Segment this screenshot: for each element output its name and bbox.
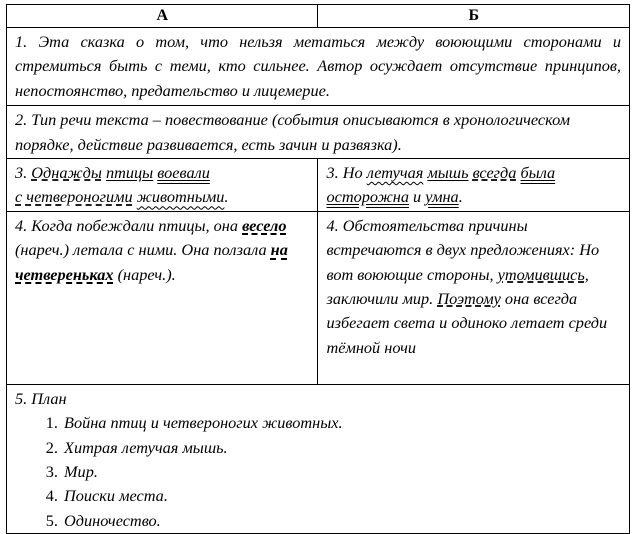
plan-title: 5. План <box>15 388 67 408</box>
analysis-table <box>6 4 630 534</box>
row-3-a-attribute: животными <box>136 187 225 207</box>
row-4-a-text-1: 4. Когда побеждали птицы, она <box>15 215 243 235</box>
row-3-a-end: . <box>224 187 229 207</box>
row-3-a-subject: птицы <box>105 163 154 183</box>
row-3-b-and: и <box>408 187 426 207</box>
row-4-a-adverb-1: весело <box>242 215 287 235</box>
header-row <box>7 5 630 28</box>
row-3-a-predicate: воевали <box>157 163 210 183</box>
row-3-b-subject: мышь <box>427 163 469 183</box>
row-3-a-object: с четвероногими <box>15 187 133 207</box>
row-4-col-b <box>318 211 630 384</box>
row-4-b-adverbial-2: Поэтому <box>437 289 501 309</box>
plan-item: 1. Война птиц и четвероногих животных. <box>62 411 621 435</box>
row-4-a-text-3: (нареч.). <box>113 264 176 284</box>
row-3-b-adverb: всегда <box>472 163 517 183</box>
plan-item: 3. Мир. <box>62 460 621 484</box>
row-3-b-predicate-1: была <box>520 163 556 183</box>
row-3-b-predicate-2: осторожна <box>326 187 409 207</box>
row-3-b-attribute: летучая <box>366 163 424 183</box>
plan-item: 5. Одиночество. <box>62 509 621 533</box>
row-3-a-num: 3. <box>15 163 32 183</box>
row-2 <box>7 106 630 159</box>
row-3 <box>7 159 630 212</box>
row-3-b-num: 3. Но <box>326 163 367 183</box>
row-3-col-b <box>318 159 630 212</box>
plan-item: 4. Поиски места. <box>62 484 621 508</box>
row-4 <box>7 211 630 384</box>
row-3-b-predicate-3: умна <box>425 187 459 207</box>
plan-list <box>15 411 621 533</box>
header-col-a: А <box>7 5 318 28</box>
row-3-col-a <box>7 159 318 212</box>
row-4-b-adverbial-1: утомившись <box>497 264 585 284</box>
row-4-col-a <box>7 211 318 384</box>
row-4-b-text-3: она всегда избегает света и одиноко летает среди тёмной ночи <box>326 289 608 357</box>
row-4-a-text-2: (нареч.) летала с ними. Она ползала <box>15 240 271 260</box>
row-3-a-adverb: Однажды <box>31 163 102 183</box>
row-5-plan <box>7 384 630 533</box>
row-3-b-end: . <box>458 187 463 207</box>
row-1 <box>7 28 630 106</box>
row-4-a-adverb-2: на четвереньках <box>15 240 288 284</box>
header-col-b: Б <box>318 5 630 28</box>
row-2-text: 2. Тип речи текста – повествование (события описываются в хронологическом порядке, действие развивается, есть зачин и развязка). <box>7 106 630 159</box>
plan-item: 2. Хитрая летучая мышь. <box>62 436 621 460</box>
row-4-b-text-1: 4. Обстоятельства причины встречаются в двух предложениях: Но вот воюющие стороны, <box>326 215 600 284</box>
row-4-b-text-2: , заключили мир. <box>326 264 589 309</box>
row-1-text: 1. Эта сказка о том, что нельзя метаться между воюющими сторонами и стремиться быть с теми, кто сильнее. Автор осуждает отсутствие принципов, непостоянство, предательство и лицемерие. <box>7 28 630 106</box>
row-5 <box>7 384 630 533</box>
